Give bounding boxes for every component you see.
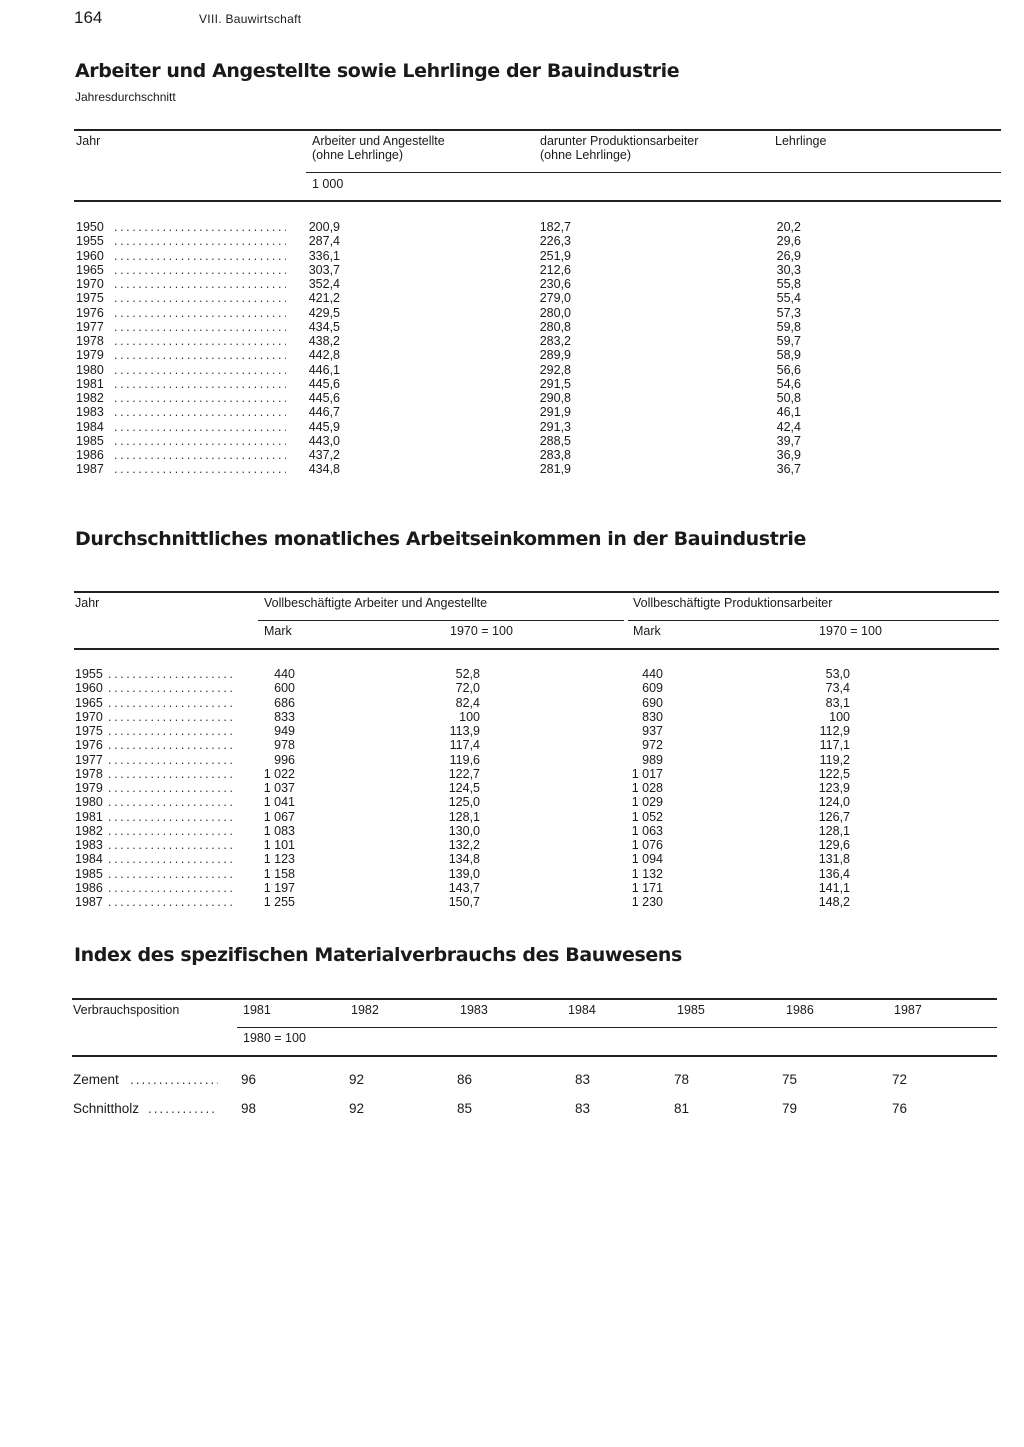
index1-cell: 128,1 <box>448 809 480 824</box>
dot-leader <box>114 405 286 419</box>
index-value-cell: 83 <box>575 1101 591 1116</box>
table2-row <box>0 667 1024 681</box>
dot-leader <box>108 696 236 710</box>
table2-row <box>0 681 1024 695</box>
dot-leader <box>130 1072 218 1088</box>
table1-row <box>0 420 1024 434</box>
dot-leader <box>114 306 286 320</box>
dot-leader <box>114 377 286 391</box>
mark1-cell: 686 <box>274 695 295 710</box>
mark2-cell: 1 076 <box>631 838 663 852</box>
table2-row <box>0 710 1024 724</box>
dot-leader <box>108 738 236 752</box>
dot-leader <box>108 667 236 681</box>
table3-top-rule <box>72 998 997 1000</box>
table1-row <box>0 405 1024 419</box>
index2-cell: 136,4 <box>818 866 850 881</box>
mark2-cell: 1 132 <box>631 866 663 881</box>
table2-row <box>0 738 1024 752</box>
year-cell: 1965 <box>76 262 104 277</box>
table1-row <box>0 448 1024 462</box>
apprentices-cell: 58,9 <box>776 348 801 363</box>
table2-row <box>0 838 1024 852</box>
workers-cell: 445,9 <box>308 419 340 434</box>
apprentices-cell: 39,7 <box>776 433 801 448</box>
mark2-cell: 830 <box>642 709 663 724</box>
dot-leader <box>108 852 236 866</box>
mark2-cell: 937 <box>642 724 663 738</box>
mark1-cell: 1 158 <box>263 866 295 881</box>
index2-cell: 141,1 <box>818 880 850 895</box>
apprentices-cell: 57,3 <box>776 305 801 320</box>
mark1-cell: 1 101 <box>263 838 295 852</box>
table1-row <box>0 320 1024 334</box>
production-cell: 290,8 <box>539 391 571 405</box>
apprentices-cell: 36,7 <box>776 462 801 477</box>
dot-leader <box>108 710 236 724</box>
workers-cell: 429,5 <box>308 305 340 320</box>
mark2-cell: 690 <box>642 695 663 710</box>
year-cell: 1985 <box>76 433 104 448</box>
dot-leader <box>114 448 286 462</box>
table3-year-header: 1984 <box>568 1003 596 1017</box>
workers-cell: 438,2 <box>308 334 340 348</box>
mark2-cell: 989 <box>642 752 663 767</box>
year-cell: 1983 <box>75 838 103 852</box>
dot-leader <box>108 881 236 895</box>
year-cell: 1975 <box>75 724 103 738</box>
production-cell: 212,6 <box>539 262 571 277</box>
dot-leader <box>108 724 236 738</box>
index2-cell: 129,6 <box>818 838 850 852</box>
table3-title: Index des spezifischen Materialverbrauchs des Bauwesens <box>74 944 682 966</box>
production-cell: 291,9 <box>539 405 571 420</box>
index2-cell: 117,1 <box>819 738 850 753</box>
page-number: 164 <box>74 8 103 27</box>
production-cell: 182,7 <box>539 220 571 234</box>
mark2-cell: 440 <box>642 667 663 681</box>
index1-cell: 113,9 <box>449 724 480 738</box>
mark2-cell: 609 <box>642 681 663 696</box>
year-cell: 1960 <box>75 681 103 696</box>
year-cell: 1977 <box>76 319 104 334</box>
mark1-cell: 1 197 <box>263 880 295 895</box>
index2-cell: 83,1 <box>825 695 850 710</box>
mark1-cell: 949 <box>274 724 295 738</box>
position-label: Zement <box>73 1072 119 1087</box>
year-cell: 1983 <box>76 405 104 420</box>
year-cell: 1981 <box>76 376 104 391</box>
year-cell: 1984 <box>76 419 104 434</box>
table1-row <box>0 434 1024 448</box>
index1-cell: 139,0 <box>448 866 480 881</box>
index-value-cell: 86 <box>457 1072 473 1087</box>
table1-header-workers-line2: (ohne Lehrlinge) <box>312 148 404 162</box>
mark2-cell: 1 028 <box>631 781 663 795</box>
workers-cell: 434,8 <box>308 462 340 477</box>
mark2-cell: 972 <box>642 738 663 753</box>
mark1-cell: 1 123 <box>263 852 295 867</box>
dot-leader <box>108 681 236 695</box>
year-cell: 1976 <box>75 738 103 753</box>
table3-year-header: 1987 <box>894 1003 922 1017</box>
table1-row <box>0 462 1024 476</box>
index2-cell: 100 <box>829 709 850 724</box>
year-cell: 1970 <box>76 277 104 291</box>
index-value-cell: 78 <box>674 1072 690 1087</box>
table1-title: Arbeiter und Angestellte sowie Lehrlinge der Bauindustrie <box>75 60 680 82</box>
index-value-cell: 81 <box>674 1101 690 1116</box>
table1-header-bottom-rule <box>74 200 1001 202</box>
index-value-cell: 96 <box>241 1072 257 1087</box>
workers-cell: 352,4 <box>308 277 340 291</box>
table2-row <box>0 696 1024 710</box>
year-cell: 1984 <box>75 852 103 867</box>
table3-year-header: 1986 <box>786 1003 814 1017</box>
workers-cell: 336,1 <box>308 248 340 263</box>
table2-header-group1: Vollbeschäftigte Arbeiter und Angestellte <box>264 596 488 610</box>
dot-leader <box>114 249 286 263</box>
table1-header-production-line2: (ohne Lehrlinge) <box>540 148 632 162</box>
workers-cell: 434,5 <box>308 319 340 334</box>
index1-cell: 82,4 <box>455 695 480 710</box>
year-cell: 1960 <box>76 248 104 263</box>
table1-row <box>0 391 1024 405</box>
dot-leader <box>108 795 236 809</box>
year-cell: 1979 <box>76 348 104 363</box>
year-cell: 1978 <box>75 766 103 781</box>
workers-cell: 446,7 <box>308 405 340 420</box>
index2-cell: 131,8 <box>818 852 850 867</box>
mark1-cell: 1 041 <box>263 795 295 810</box>
year-cell: 1970 <box>75 709 103 724</box>
index1-cell: 125,0 <box>448 795 480 810</box>
year-cell: 1987 <box>76 462 104 477</box>
table2-row <box>0 795 1024 809</box>
production-cell: 230,6 <box>539 277 571 291</box>
index1-cell: 130,0 <box>448 823 480 838</box>
mark1-cell: 1 067 <box>263 809 295 824</box>
table2-title: Durchschnittliches monatliches Arbeitseinkommen in der Bauindustrie <box>75 528 806 550</box>
year-cell: 1950 <box>76 220 104 234</box>
apprentices-cell: 42,4 <box>776 419 801 434</box>
table1-row <box>0 234 1024 248</box>
production-cell: 291,5 <box>539 376 571 391</box>
mark1-cell: 440 <box>274 667 295 681</box>
workers-cell: 287,4 <box>308 234 340 249</box>
table3-year-header: 1983 <box>460 1003 488 1017</box>
index1-cell: 72,0 <box>455 681 480 696</box>
dot-leader <box>114 391 286 405</box>
index-value-cell: 76 <box>892 1101 908 1116</box>
mark1-cell: 978 <box>274 738 295 753</box>
workers-cell: 446,1 <box>308 362 340 377</box>
dot-leader <box>114 348 286 362</box>
index2-cell: 119,2 <box>819 752 850 767</box>
workers-cell: 200,9 <box>308 220 340 234</box>
index1-cell: 150,7 <box>448 895 480 909</box>
production-cell: 280,8 <box>539 319 571 334</box>
dot-leader <box>114 234 286 248</box>
year-cell: 1986 <box>75 880 103 895</box>
apprentices-cell: 55,4 <box>776 291 801 306</box>
table1-top-rule <box>74 129 1001 131</box>
table2-sub-mark1: Mark <box>264 624 292 638</box>
year-cell: 1975 <box>76 291 104 306</box>
apprentices-cell: 36,9 <box>776 448 801 462</box>
workers-cell: 421,2 <box>308 291 340 306</box>
production-cell: 280,0 <box>539 305 571 320</box>
index-value-cell: 72 <box>892 1072 908 1087</box>
production-cell: 226,3 <box>539 234 571 249</box>
table2-header-bottom-rule <box>74 648 999 650</box>
production-cell: 283,8 <box>539 448 571 462</box>
dot-leader <box>114 277 286 291</box>
table3-year-header: 1981 <box>243 1003 271 1017</box>
index-value-cell: 85 <box>457 1101 473 1116</box>
chapter-heading: VIII. Bauwirtschaft <box>199 12 302 26</box>
mark2-cell: 1 094 <box>631 852 663 867</box>
table2-row <box>0 895 1024 909</box>
mark1-cell: 1 255 <box>263 895 295 909</box>
apprentices-cell: 56,6 <box>776 362 801 377</box>
mark1-cell: 833 <box>274 709 295 724</box>
year-cell: 1965 <box>75 695 103 710</box>
table3-base-rule <box>237 1027 997 1028</box>
production-cell: 288,5 <box>539 433 571 448</box>
position-label: Schnittholz <box>73 1101 140 1116</box>
table2-top-rule <box>74 591 999 593</box>
table2-row <box>0 767 1024 781</box>
index1-cell: 52,8 <box>455 667 480 681</box>
table2-sub-mark2: Mark <box>633 624 661 638</box>
workers-cell: 443,0 <box>308 433 340 448</box>
dot-leader <box>108 810 236 824</box>
index-value-cell: 83 <box>575 1072 591 1087</box>
mark1-cell: 1 083 <box>263 823 295 838</box>
table3-year-header: 1982 <box>351 1003 379 1017</box>
year-cell: 1985 <box>75 866 103 881</box>
table3-header-position: Verbrauchsposition <box>73 1003 180 1017</box>
table2-group1-rule <box>258 620 624 621</box>
apprentices-cell: 26,9 <box>776 248 801 263</box>
table3-header-bottom-rule <box>72 1055 997 1057</box>
index2-cell: 126,7 <box>818 809 850 824</box>
production-cell: 291,3 <box>539 419 571 434</box>
table2-row <box>0 781 1024 795</box>
table2-row <box>0 810 1024 824</box>
dot-leader <box>108 824 236 838</box>
mark2-cell: 1 171 <box>631 880 663 895</box>
production-cell: 279,0 <box>539 291 571 306</box>
index1-cell: 134,8 <box>448 852 480 867</box>
table1-row <box>0 377 1024 391</box>
dot-leader <box>114 363 286 377</box>
table1-row <box>0 249 1024 263</box>
dot-leader <box>114 263 286 277</box>
index2-cell: 128,1 <box>818 823 850 838</box>
mark1-cell: 996 <box>274 752 295 767</box>
index-value-cell: 79 <box>782 1101 798 1116</box>
table2-sub-index1: 1970 = 100 <box>450 624 513 638</box>
table2-header-year: Jahr <box>75 596 100 610</box>
index2-cell: 53,0 <box>825 667 850 681</box>
production-cell: 251,9 <box>539 248 571 263</box>
index1-cell: 100 <box>459 709 480 724</box>
apprentices-cell: 50,8 <box>776 391 801 405</box>
production-cell: 292,8 <box>539 362 571 377</box>
year-cell: 1982 <box>75 823 103 838</box>
year-cell: 1981 <box>75 809 103 824</box>
table1-header-workers-line1: Arbeiter und Angestellte <box>312 134 445 148</box>
year-cell: 1982 <box>76 391 104 405</box>
table2-group2-rule <box>628 620 999 621</box>
year-cell: 1986 <box>76 448 104 462</box>
year-cell: 1955 <box>75 667 103 681</box>
index1-cell: 132,2 <box>448 838 480 852</box>
production-cell: 289,9 <box>539 348 571 363</box>
year-cell: 1979 <box>75 781 103 795</box>
table1-row <box>0 263 1024 277</box>
dot-leader <box>114 291 286 305</box>
mark2-cell: 1 017 <box>631 766 663 781</box>
index1-cell: 119,6 <box>449 752 480 767</box>
table1-unit-rule <box>306 172 1001 173</box>
year-cell: 1977 <box>75 752 103 767</box>
dot-leader <box>148 1101 218 1117</box>
mark2-cell: 1 029 <box>631 795 663 810</box>
dot-leader <box>114 420 286 434</box>
year-cell: 1955 <box>76 234 104 249</box>
year-cell: 1987 <box>75 895 103 909</box>
table2-row <box>0 852 1024 866</box>
dot-leader <box>108 838 236 852</box>
dot-leader <box>108 767 236 781</box>
index-value-cell: 98 <box>241 1101 257 1116</box>
dot-leader <box>114 320 286 334</box>
table1-row <box>0 220 1024 234</box>
index1-cell: 143,7 <box>448 880 480 895</box>
index2-cell: 123,9 <box>818 781 850 795</box>
year-cell: 1978 <box>76 334 104 348</box>
table1-row <box>0 291 1024 305</box>
dot-leader <box>114 462 286 476</box>
apprentices-cell: 29,6 <box>776 234 801 249</box>
index2-cell: 122,5 <box>818 766 850 781</box>
year-cell: 1980 <box>75 795 103 810</box>
mark1-cell: 1 037 <box>263 781 295 795</box>
dot-leader <box>108 867 236 881</box>
table1-row <box>0 363 1024 377</box>
apprentices-cell: 59,7 <box>776 334 801 348</box>
dot-leader <box>114 434 286 448</box>
table3-row <box>0 1072 1024 1088</box>
index1-cell: 117,4 <box>449 738 480 753</box>
dot-leader <box>114 220 286 234</box>
year-cell: 1976 <box>76 305 104 320</box>
mark2-cell: 1 052 <box>631 809 663 824</box>
index2-cell: 112,9 <box>819 724 850 738</box>
table2-row <box>0 867 1024 881</box>
mark1-cell: 600 <box>274 681 295 696</box>
table2-row <box>0 881 1024 895</box>
table2-row <box>0 724 1024 738</box>
apprentices-cell: 30,3 <box>776 262 801 277</box>
mark2-cell: 1 063 <box>631 823 663 838</box>
table3-year-header: 1985 <box>677 1003 705 1017</box>
table2-row <box>0 824 1024 838</box>
index2-cell: 148,2 <box>818 895 850 909</box>
table2-row <box>0 753 1024 767</box>
table1-subtitle: Jahresdurchschnitt <box>75 90 176 104</box>
dot-leader <box>108 781 236 795</box>
table1-row <box>0 348 1024 362</box>
production-cell: 283,2 <box>539 334 571 348</box>
year-cell: 1980 <box>76 362 104 377</box>
dot-leader <box>114 334 286 348</box>
index-value-cell: 92 <box>349 1101 365 1116</box>
apprentices-cell: 20,2 <box>776 220 801 234</box>
index2-cell: 73,4 <box>825 681 850 696</box>
table2-sub-index2: 1970 = 100 <box>819 624 882 638</box>
apprentices-cell: 46,1 <box>776 405 801 420</box>
index-value-cell: 92 <box>349 1072 365 1087</box>
mark1-cell: 1 022 <box>263 766 295 781</box>
workers-cell: 445,6 <box>308 376 340 391</box>
table1-header-year: Jahr <box>76 134 101 148</box>
workers-cell: 303,7 <box>308 262 340 277</box>
apprentices-cell: 55,8 <box>776 277 801 291</box>
table1-header-production-line1: darunter Produktionsarbeiter <box>540 134 699 148</box>
production-cell: 281,9 <box>539 462 571 477</box>
index2-cell: 124,0 <box>818 795 850 810</box>
apprentices-cell: 59,8 <box>776 319 801 334</box>
table3-base: 1980 = 100 <box>243 1031 306 1045</box>
table1-row <box>0 306 1024 320</box>
table1-header-apprentices: Lehrlinge <box>775 134 827 148</box>
dot-leader <box>108 895 236 909</box>
dot-leader <box>108 753 236 767</box>
table1-unit: 1 000 <box>312 177 344 191</box>
index-value-cell: 75 <box>782 1072 798 1087</box>
table3-row <box>0 1101 1024 1117</box>
workers-cell: 437,2 <box>308 448 340 462</box>
table1-row <box>0 334 1024 348</box>
table1-row <box>0 277 1024 291</box>
index1-cell: 122,7 <box>448 766 480 781</box>
index1-cell: 124,5 <box>448 781 480 795</box>
apprentices-cell: 54,6 <box>776 376 801 391</box>
workers-cell: 442,8 <box>308 348 340 363</box>
mark2-cell: 1 230 <box>631 895 663 909</box>
table2-header-group2: Vollbeschäftigte Produktionsarbeiter <box>633 596 833 610</box>
workers-cell: 445,6 <box>308 391 340 405</box>
